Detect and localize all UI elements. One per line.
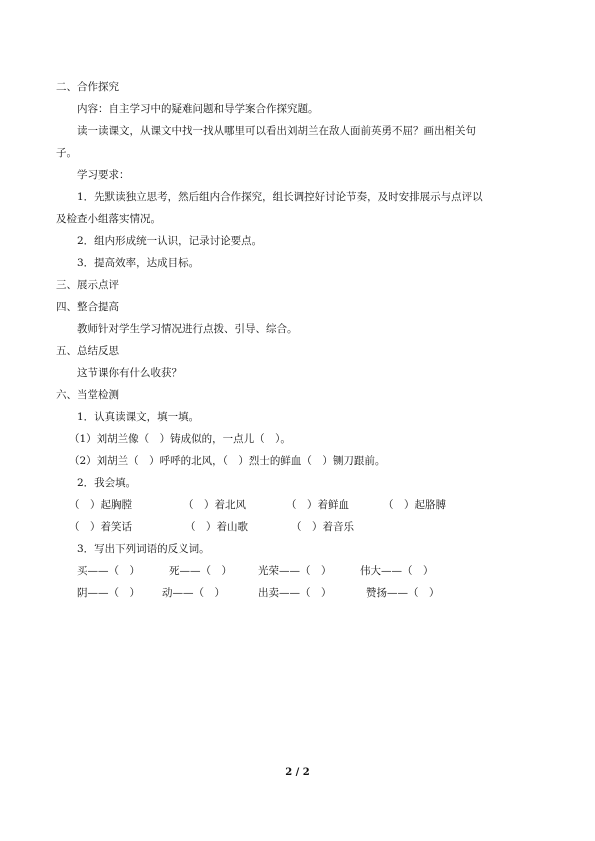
section-2-reading-line-2: 子。 xyxy=(56,147,77,159)
question-3: 3．写出下列词语的反义词。 xyxy=(77,543,210,555)
fill-item: （ ）着北风 xyxy=(183,499,246,511)
antonym-item: 出卖——（ ） xyxy=(258,587,332,599)
section-2-requirements-title: 学习要求： xyxy=(77,169,130,181)
requirement-1-line-2: 及检查小组落实情况。 xyxy=(56,213,161,225)
antonym-item: 赞扬——（ ） xyxy=(366,587,440,599)
question-1-item-1: （1）刘胡兰像（ ）铸成似的，一点儿（ ）。 xyxy=(69,433,291,445)
question-1: 1．认真读课文，填一填。 xyxy=(77,411,200,423)
requirement-3: 3．提高效率，达成目标。 xyxy=(77,257,200,269)
requirement-2: 2．组内形成统一认识，记录讨论要点。 xyxy=(77,235,263,247)
section-2-heading: 二、合作探究 xyxy=(56,81,119,93)
section-2-reading-line-1: 读一读课文，从课文中找一找从哪里可以看出刘胡兰在敌人面前英勇不屈？画出相关句 xyxy=(77,125,476,137)
section-2-content: 内容：自主学习中的疑难问题和导学案合作探究题。 xyxy=(77,103,319,115)
question-2: 2．我会填。 xyxy=(77,477,137,489)
question-1-item-2: （2）刘胡兰（ ）呼呼的北风，（ ）烈士的鲜血（ ）铡刀跟前。 xyxy=(69,455,386,467)
antonym-item: 动——（ ） xyxy=(162,587,225,599)
section-6-heading: 六、当堂检测 xyxy=(56,389,119,401)
antonym-item: 伟大——（ ） xyxy=(360,565,434,577)
fill-item: （ ）着山歌 xyxy=(185,521,248,533)
section-5-text: 这节课你有什么收获？ xyxy=(77,367,182,379)
section-4-heading: 四、整合提高 xyxy=(56,301,119,313)
section-3-heading: 三、展示点评 xyxy=(56,279,119,291)
section-4-text: 教师针对学生学习情况进行点拨、引导、综合。 xyxy=(77,323,298,335)
fill-item: （ ）起胸膛 xyxy=(69,499,132,511)
fill-item: （ ）着鲜血 xyxy=(286,499,349,511)
fill-item: （ ）着音乐 xyxy=(291,521,354,533)
fill-item: （ ）起胳膊 xyxy=(383,499,446,511)
antonym-item: 死——（ ） xyxy=(169,565,232,577)
antonym-item: 买——（ ） xyxy=(77,565,140,577)
antonym-item: 阴——（ ） xyxy=(77,587,140,599)
antonym-item: 光荣——（ ） xyxy=(258,565,332,577)
page-number: 2 / 2 xyxy=(285,767,310,778)
requirement-1-line-1: 1．先默读独立思考，然后组内合作探究，组长调控好讨论节奏，及时安排展示与点评以 xyxy=(77,191,483,203)
section-5-heading: 五、总结反思 xyxy=(56,345,119,357)
fill-item: （ ）着笑话 xyxy=(69,521,132,533)
